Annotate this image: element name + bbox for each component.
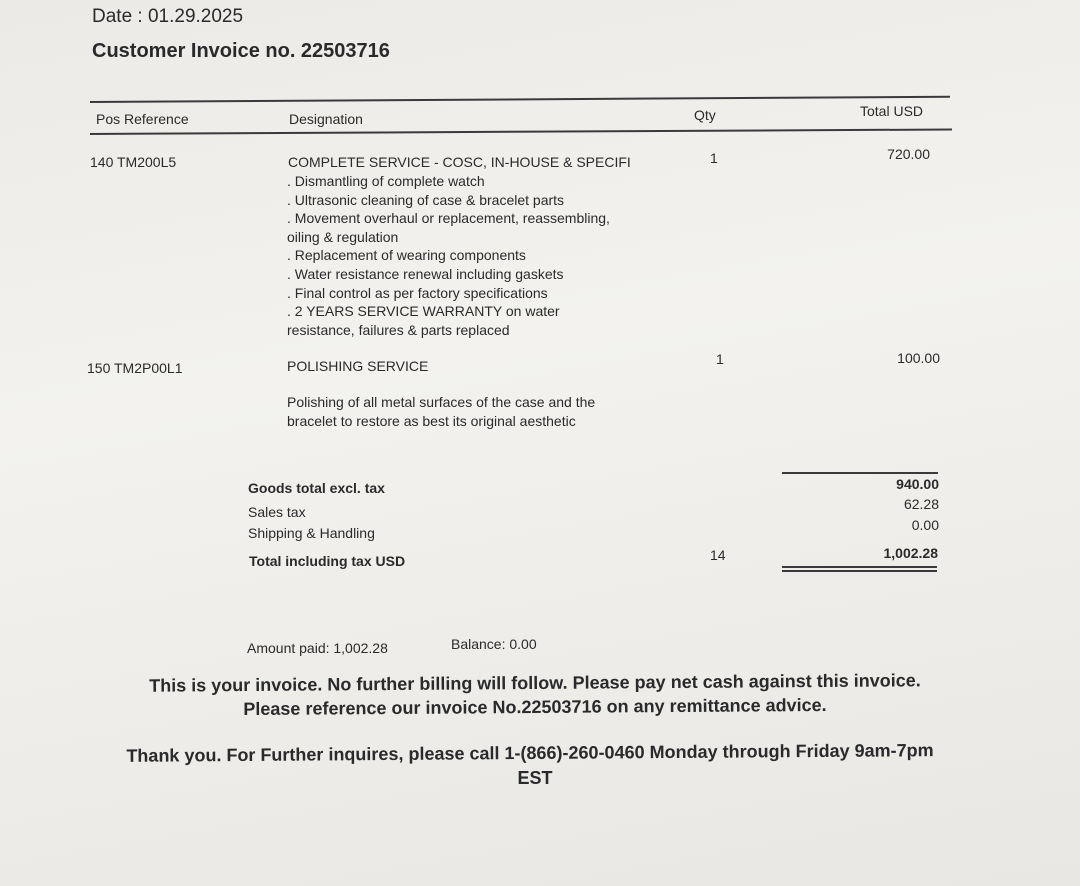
column-total: Total USD: [860, 103, 924, 119]
total-qty: 14: [710, 547, 726, 563]
item-1-details: [287, 172, 610, 339]
goods-total-label: Goods total excl. tax: [248, 480, 385, 496]
totals-top-rule: [782, 472, 938, 474]
detail-line: . 2 YEARS SERVICE WARRANTY on water: [287, 303, 560, 320]
footer-contact: Thank you. For Further inquires, please call 1-(866)-260-0460 Monday through Friday 9am-7pm: [126, 740, 934, 766]
footer-remittance-notice: Please reference our invoice No.22503716 on any remittance advice.: [243, 694, 827, 720]
item-1-designation: COMPLETE SERVICE - COSC, IN-HOUSE & SPECIFI: [288, 154, 631, 170]
shipping-label: Shipping & Handling: [248, 525, 375, 541]
table-header-rule: [90, 128, 952, 135]
invoice-title: Customer Invoice no. 22503716: [92, 40, 390, 62]
column-designation: Designation: [289, 111, 363, 127]
item-2-total: 100.00: [897, 350, 940, 366]
column-pos-reference: Pos Reference: [96, 111, 189, 127]
detail-line: oiling & regulation: [287, 228, 399, 245]
item-1-qty: 1: [710, 150, 718, 166]
shipping-value: 0.00: [911, 517, 939, 533]
sales-tax-label: Sales tax: [248, 504, 306, 520]
total-double-rule-2: [782, 570, 937, 572]
footer-invoice-notice: This is your invoice. No further billing will follow. Please pay net cash against this invoice.: [149, 670, 921, 696]
sales-tax-value: 62.28: [903, 496, 939, 512]
item-1-reference: 140 TM200L5: [90, 154, 177, 170]
item-2-reference: 150 TM2P00L1: [87, 360, 183, 376]
column-qty: Qty: [694, 107, 716, 123]
detail-line: . Final control as per factory specifications: [287, 284, 548, 301]
goods-total-value: 940.00: [896, 476, 939, 492]
detail-line: . Movement overhaul or replacement, reassembling,: [287, 210, 610, 227]
total-incl-tax-value: 1,002.28: [883, 545, 938, 561]
table-top-rule: [90, 96, 950, 103]
detail-line: resistance, failures & parts replaced: [287, 321, 510, 338]
item-2-designation: POLISHING SERVICE: [287, 358, 429, 374]
item-1-total: 720.00: [887, 146, 930, 162]
item-2-details: [287, 393, 595, 430]
item-2-qty: 1: [716, 351, 724, 367]
footer-contact-timezone: EST: [517, 768, 553, 788]
detail-line: . Replacement of wearing components: [287, 247, 526, 264]
detail-line: . Dismantling of complete watch: [287, 173, 485, 189]
detail-line: . Water resistance renewal including gaskets: [287, 265, 564, 282]
total-double-rule-1: [782, 566, 937, 568]
invoice-date: Date : 01.29.2025: [92, 6, 244, 27]
detail-line: . Ultrasonic cleaning of case & bracelet parts: [287, 191, 565, 208]
amount-paid: Amount paid: 1,002.28: [247, 640, 388, 656]
detail-line: bracelet to restore as best its original aesthetic: [287, 412, 576, 429]
balance: Balance: 0.00: [451, 636, 537, 652]
total-incl-tax-label: Total including tax USD: [249, 553, 406, 569]
detail-line: Polishing of all metal surfaces of the case and the: [287, 394, 596, 410]
